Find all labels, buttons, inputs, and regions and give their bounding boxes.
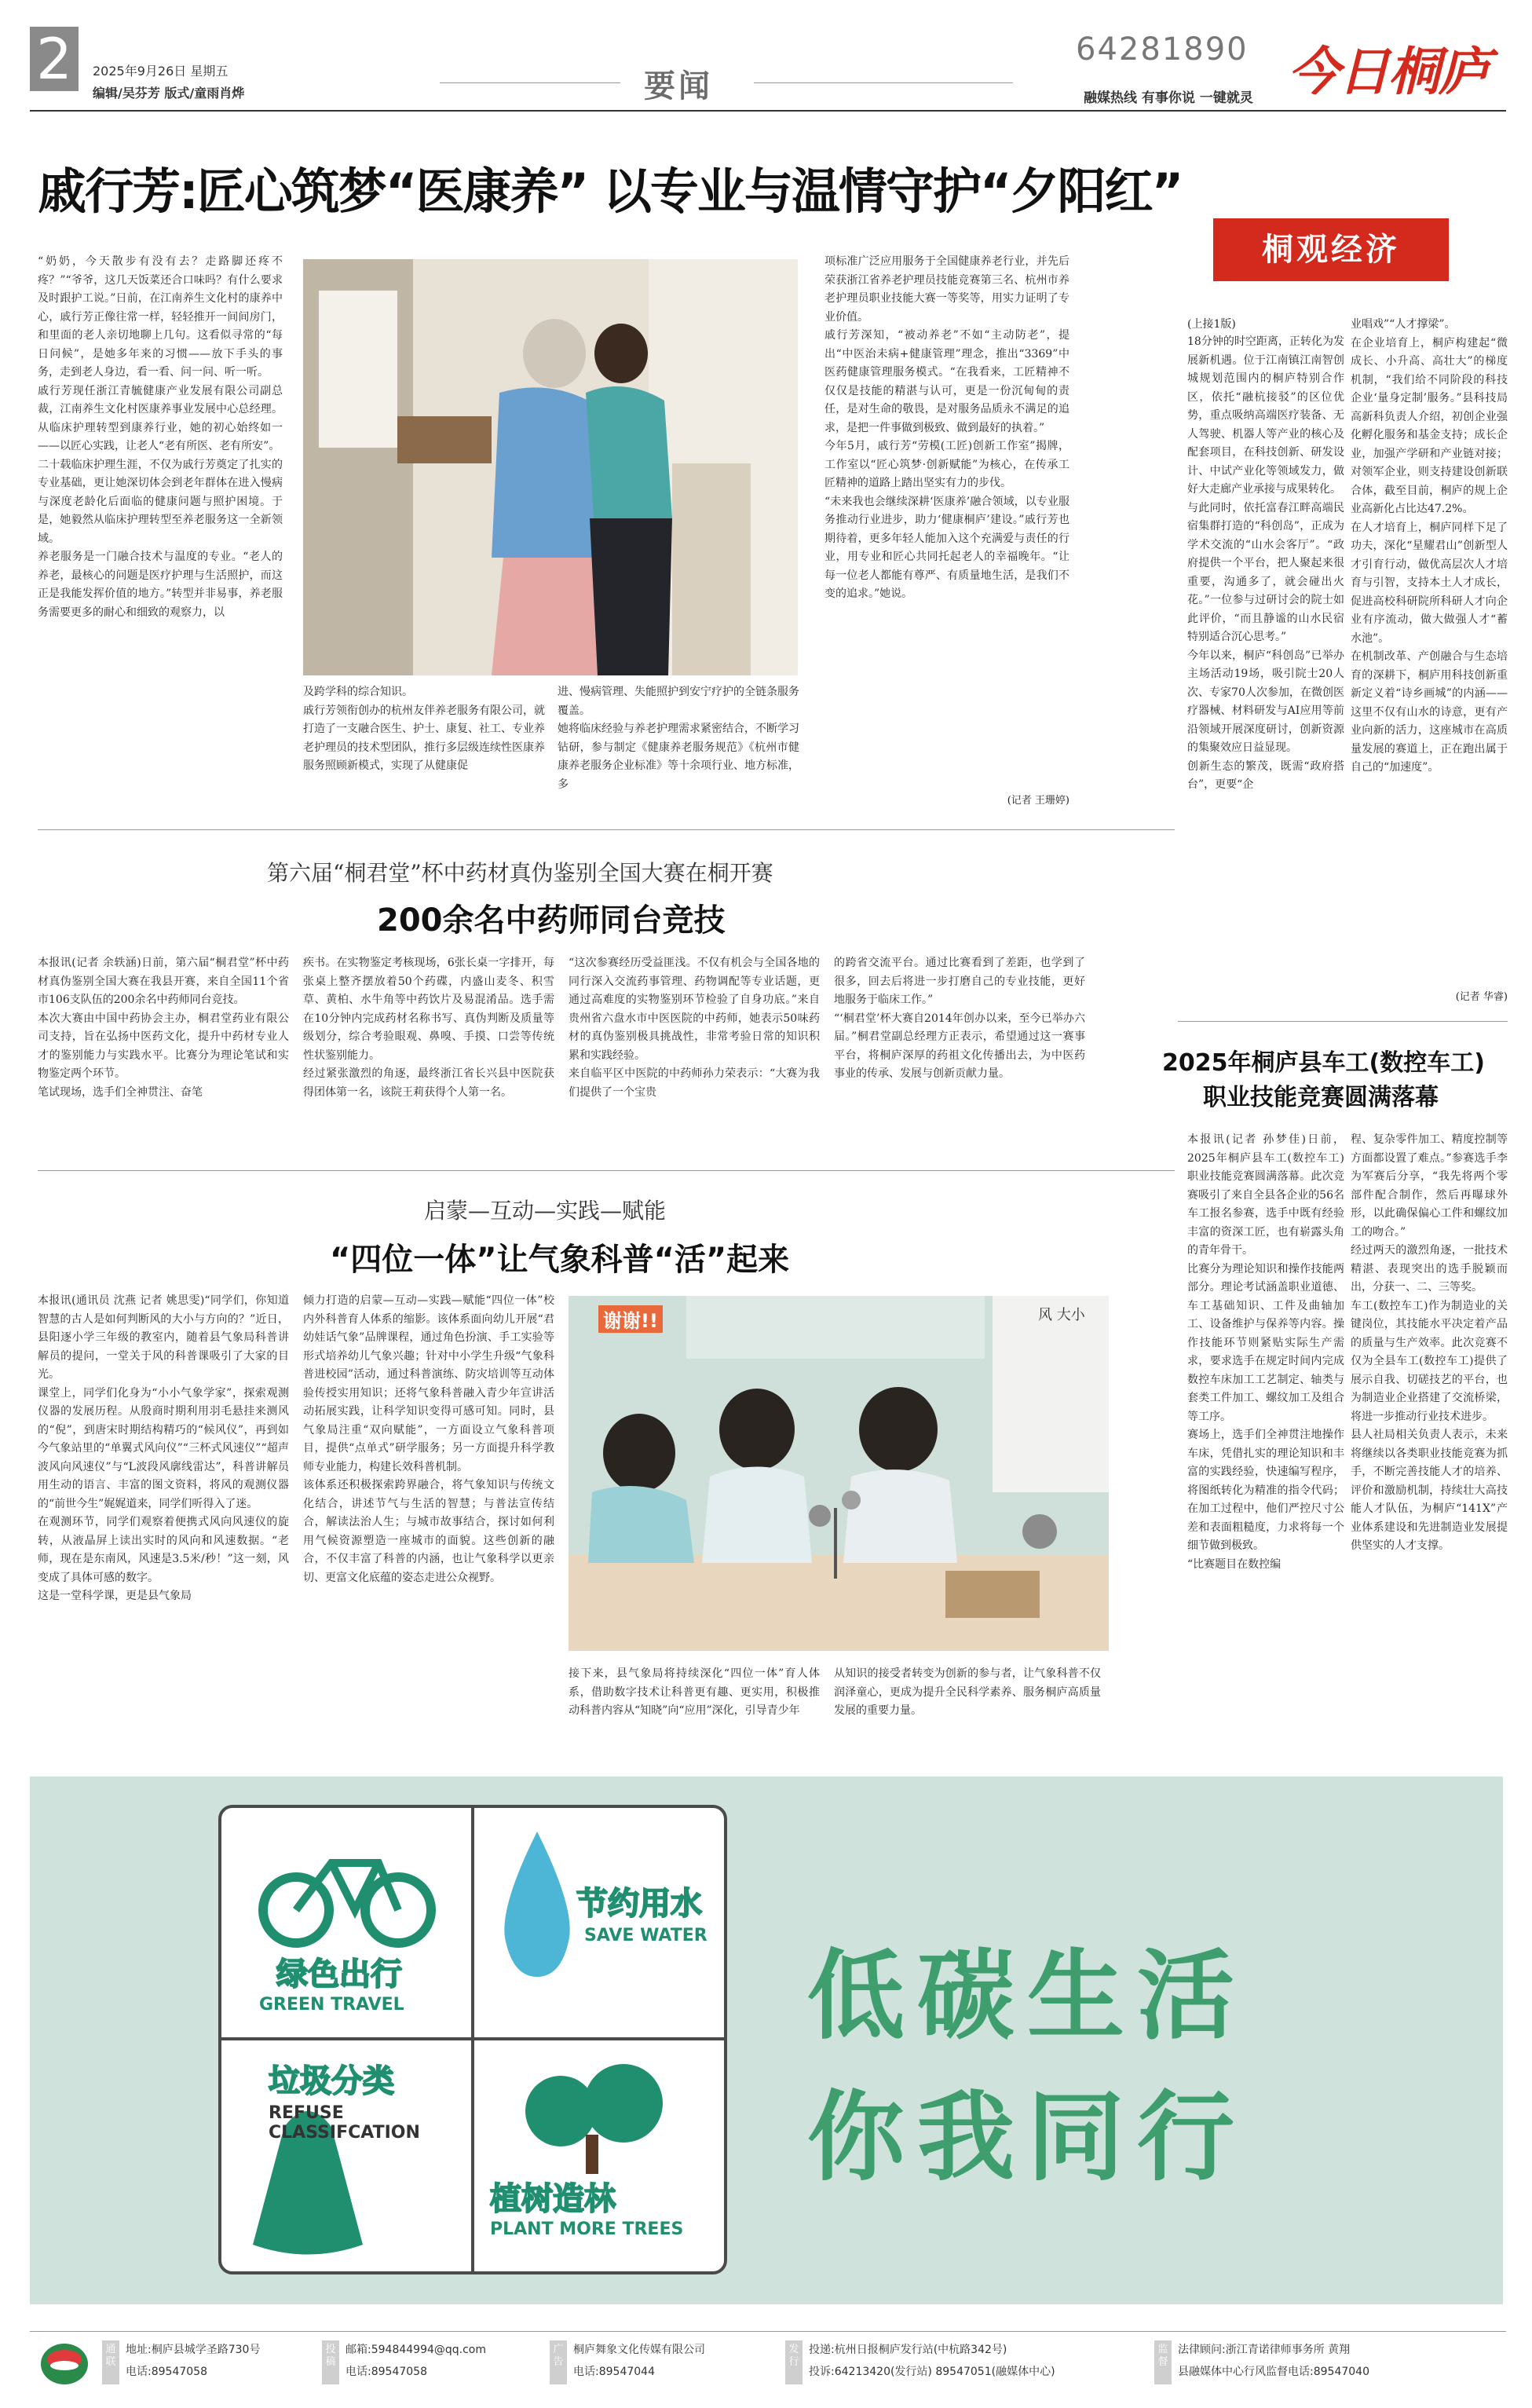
car-headline-2: 职业技能竞赛圆满落幕	[1203, 1084, 1439, 1111]
weather-col-2: 倾力打造的启蒙—互动—实践—赋能“四位一体”校内外科普育人体系的缩影。该体系面向幼儿开展“君幼娃话气象”品牌课程，通过角色扮演、手工实验等形式培养幼儿气象兴趣；针对中小学生升级“气象科普进校园”活动，通过科普演练、防灾培训等互动体验传授实用知识；还将气象科普融入青少年宣讲活动拓展实践，让科学知识变得可感可知。同时，县气象局注重“双向赋能”，一方面设立气象科普项目，提供“点单式”研学服务；另一方面提升科学教师专业能力，构建长效科普机制。 该体系还积极探索跨界融合，将气象知识与传统文化结合，讲述节气与生活的智慧；与普法宣传结合，解读法治人生；与城市故事结合，探讨如何利用气候资源塑造一座城市的面貌。这些创新的融合，不仅丰富了科普的内涵，也让气象科学以更亲切、更富文化底蕴的姿态走进公众视野。	[303, 1294, 554, 1584]
footer-dist-2: 投诉:64213420(发行站) 89547051(融媒体中心)	[809, 2366, 1055, 2378]
ad-cell-en: GREEN TRAVEL	[259, 1995, 404, 2015]
ad-cell-refuse	[221, 2040, 471, 2271]
footer-dist-1: 投递:杭州日报桐庐发行站(中杭路342号)	[809, 2344, 1007, 2356]
low-carbon-ad	[30, 1777, 1503, 2304]
lead-separator	[38, 829, 1175, 830]
footer-label-legal: 监督	[1154, 2340, 1172, 2384]
right-col-a: 18分钟的时空距离，正转化为发展新机遇。位于江南镇江南智创城规划范围内的桐庐特别合作区，依托“融杭接驳”的区位优势，重点吸纳高端医疗装备、无人驾驶、机器人等产业的核心及配套项目，在科技创新、研发设计、中试产业化等领域发力，做好大走廊产业承接与成果转化。 与此同时，依托富春江畔高端民宿集群打造的“科创岛”，正成为学术交流的“山水会客厅”。“政府提供一个平台，把人聚起来很重要，沟通多了，就会碰出火花。”一位参与过研讨会的院士如此评价，“而且静谧的山水民宿特别适合沉心思考。” 今年以来，桐庐“科创岛”已举办主场活动19场，吸引院士20人次、专家70人次参加，在微创医疗器械、材料研发与AI应用等前沿领域开展深度研讨，创新资源的集聚效应日益显现。 创新生态的繁茂，既需“政府搭台”，更要“企	[1187, 335, 1344, 791]
lead-col-1: “奶奶，今天散步有没有去？走路脚还疼不疼？”“爷爷，这几天饭菜还合口味吗？有什么要求及时跟护工说。”日前，在江南养生文化村的康养中心，戚行芳正像往常一样，轻轻推开一间间房门，和里面的老人亲切地聊上几句。这看似寻常的“每日问候”，是她多年来的习惯——放下手头的事务，走到老人身边，看一看、问一问、听一听。 戚行芳现任浙江青毓健康产业发展有限公司副总裁，江南养生文化村医康养事业发展中心总经理。从临床护理转型到康养行业，她的初心始终如一——以匠心实践，让老人“老有所医、老有所安”。 二十载临床护理生涯，不仅为戚行芳奠定了扎实的专业基础，更让她深切体会到老年群体在进入慢病与深度老龄化后面临的健康问题与照护困境。于是，她毅然从临床护理转型至养老服务这一全新领域。 养老服务是一门融合技术与温度的专业。“老人的养老，最核心的问题是医疗护理与生活照护，而这正是我能发挥价值的地方。”转型并非易事，养老服务需要更多的耐心和细致的观察力，以	[38, 255, 283, 619]
ad-cell-en: REFUSE CLASSIFCATION	[269, 2103, 420, 2143]
right-col-b: 业唱戏”“人才撑梁”。 在企业培育上，桐庐构建起“微成长、小升高、高壮大”的梯度机制，“我们给不同阶段的科技企业‘量身定制’服务。”县科技局高新科负责人介绍，初创企业强化孵化服务和基金支持；成长企业，加强产学研和产业链对接；对领军企业，则支持建设创新联合体，截至目前，桐庐的规上企业高新化占比达47.2%。 在人才培育上，桐庐同样下足了功夫，深化“星耀君山”创新型人才引育行动，做优高层次人才培育与引智，支持本土人才成长，促进高校科研院所科研人才向企业有序流动，做大做强人才“蓄水池”。 在机制改革、产创融合与生态培育的深耕下，桐庐用科技创新重新定义着“诗乡画城”的内涵——这里不仅有山水的诗意，更有产业向新的活力，这座城市在高质量发展的赛道上，正在跑出属于自己的“加速度”。	[1351, 318, 1508, 774]
lead-col-2b: 进、慢病管理、失能照护到安宁疗护的全链条服务覆盖。 她将临床经验与养老护理需求紧密结合，不断学习钻研，参与制定《健康养老服务规范》《杭州市健康养老服务企业标准》等十余项行业、地方标准，多	[558, 686, 799, 791]
ad-grid	[218, 1805, 727, 2274]
lead-photo	[303, 259, 798, 675]
tcm-col-4: 的跨省交流平台。通过比赛看到了差距，也学到了很多，回去后将进一步打磨自己的专业技能，更好地服务于临床工作。” “‘桐君堂’杯大赛自2014年创办以来，至今已举办六届。”桐君堂副总经理方正表示，希望通过这一赛事平台，将桐庐深厚的药祖文化传播出去，为中医药事业的传承、发展与创新贡献力量。	[834, 957, 1085, 1080]
ad-cell-cn: 垃圾分类	[269, 2063, 394, 2099]
ad-slogan-2: 你我同行	[807, 2081, 1248, 2194]
ad-cell-save-water	[474, 1808, 724, 2037]
ad-cell-plant-trees	[474, 2040, 724, 2271]
weather-col-1: 本报讯(通讯员 沈燕 记者 姚思雯)“同学们，你知道智慧的古人是如何判断风的大小与方向的？”近日，县阳逐小学三年级的教室内，随着县气象局科普讲解员的提问，一堂关于风的科普课吸引了大家的目光。 课堂上，同学们化身为“小小气象学家”，探索观测仪器的发展历程。从殷商时期利用羽毛悬挂来测风的“倪”，到唐宋时期结构精巧的“候风仪”，再到如今气象站里的“单翼式风向仪”“三杯式风速仪”“超声波风向风速仪”与“L波段风廓线雷达”，科普讲解员用生动的语言、丰富的图文资料，将风的观测仪器的“前世今生”娓娓道来，同学们听得入了迷。 在观测环节，同学们观察着便携式风向风速仪的旋转，从液晶屏上读出实时的风向和风速数据。“老师，现在是东南风，风速是3.5米/秒！”这一刻，风变成了具体可感的数字。 这是一堂科学课，更是县气象局	[38, 1294, 289, 1602]
masthead-rule-right	[754, 82, 1013, 83]
footer-email-tel: 电话:89547058	[346, 2366, 427, 2378]
tcm-col-2: 疾书。在实物鉴定考核现场，6张长桌一字排开，每张桌上整齐摆放着50个药碟，内盛山麦冬、积雪草、黄柏、水牛角等中药饮片及易混淆品。选手需在10分钟内完成药材名称书写、真伪判断及质量等级划分，综合考验眼观、鼻嗅、手摸、口尝等传统性状鉴别能力。 经过紧张激烈的角逐，最终浙江省长兴县中医院获得团体第一名，该院王莉获得个人第一名。	[303, 957, 554, 1099]
media-logo-icon	[39, 2342, 90, 2386]
editors-line: 编辑/吴芬芳 版式/童雨肖烨	[93, 86, 245, 101]
car-col-2: 程、复杂零件加工、精度控制等方面都设置了难点。”参赛选手李为军赛后分享，“我先将两个零部件配合制作，然后再曝球外形，以此确保偏心工件和螺纹加工的吻合。” 经过两天的激烈角逐，一批技术精湛、表现突出的选手脱颖而出，分获一、二、三等奖。 车工(数控车工)作为制造业的关键岗位，其技能水平决定着产品的质量与生产效率。此次竞赛不仅为全县车工(数控车工)提供了展示自我、切磋技艺的平台，也为制造业企业搭建了交流桥梁，将进一步推动行业技术进步。 县人社局相关负责人表示，未来将继续以各类职业技能竞赛为抓手，不断完善技能人才的培养、评价和激励机制，持续壮大高技能人才队伍，为桐庐“141X”产业体系建设和先进制造业发展提供坚实的人才支撑。	[1351, 1133, 1508, 1552]
issue-date: 2025年9月26日 星期五	[93, 64, 229, 79]
footer-rule	[30, 2331, 1506, 2332]
footer-ad-company: 桐庐舞象文化传媒有限公司	[573, 2344, 705, 2356]
footer-tel: 电话:89547058	[126, 2366, 207, 2378]
ad-cell-cn: 植树造林	[490, 2181, 616, 2217]
tcm-col-3: “这次参赛经历受益匪浅。不仅有机会与全国各地的同行深入交流药事管理、药物调配等专业话题，更通过高难度的实物鉴别环节检验了自身功底。”来自贵州省六盘水市中医医院的中药师，她表示50味药材的真伪鉴别极具挑战性，非常考验日常的知识积累和实践经验。 来自临平区中医院的中药师孙力荣表示：“大赛为我们提供了一个宝贵	[569, 957, 820, 1099]
lead-col-2a: 及跨学科的综合知识。 戚行芳领衔创办的杭州友伴养老服务有限公司，就打造了一支融合医生、护士、康复、社工、专业养老护理员的技术型团队，推行多层级连续性医康养服务照顾新模式，实现了从健康促	[303, 686, 545, 772]
weather-photo	[569, 1296, 1109, 1651]
car-col-1: 本报讯(记者 孙梦佳)日前，2025年桐庐县车工(数控车工)职业技能竞赛圆满落幕。此次竞赛吸引了来自全县各企业的56名车工报名参赛，选手中既有经验丰富的资深工匠，也有崭露头角的青年骨干。 比赛分为理论知识和操作技能两部分。理论考试涵盖职业道德、车工基础知识、工件及曲轴加工、设备维护与保养等内容。操作技能环节则紧贴实际生产需求，要求选手在规定时间内完成数控车床加工工艺制定、轴类与套类工件加工、螺纹加工及组合等工序。 赛场上，选手们全神贯注地操作车床，凭借扎实的理论知识和丰富的实践经验，快速编写程序，将图纸转化为精准的指令代码；在加工过程中，他们严控尺寸公差和表面粗糙度，力求将每一个细节做到极致。 “比赛题目在数控编	[1187, 1133, 1344, 1571]
weather-kicker: 启蒙—互动—实践—赋能	[424, 1198, 667, 1224]
car-headline-1: 2025年桐庐县车工(数控车工)	[1162, 1049, 1485, 1077]
hotline-slogan: 融媒热线 有事你说 一键就灵	[1084, 90, 1253, 106]
photo-banner-text: 谢谢!!	[598, 1305, 663, 1333]
footer-label-dist: 发行	[785, 2340, 803, 2384]
tcm-col-1: 本报讯(记者 余轶涵)日前，第六届“桐君堂”杯中药材真伪鉴别全国大赛在我县开赛，来自全国11个省市106支队伍的200余名中药师同台竞技。 本次大赛由中国中药协会主办，桐君堂药业有限公司支持，旨在弘扬中医药文化，提升中药材专业人才的鉴别能力与实践水平。比赛分为理论笔试和实物鉴定两个环节。 笔试现场，选手们全神贯注、奋笔	[38, 957, 289, 1099]
photo-board-text: 风 大小	[1038, 1307, 1085, 1323]
tcm-kicker: 第六届“桐君堂”杯中药材真伪鉴别全国大赛在桐开赛	[267, 860, 773, 886]
ad-cell-cn: 绿色出行	[276, 1956, 402, 1993]
footer-label-contrib: 投稿	[322, 2340, 339, 2384]
page-number: 2	[30, 27, 79, 91]
hotline-number: 64281890	[1076, 31, 1249, 68]
water-drop-icon	[490, 1824, 584, 1981]
right-separator	[1178, 1021, 1508, 1022]
right-byline: (记者 华睿)	[1455, 991, 1508, 1003]
footer-email: 邮箱:594844994@qq.com	[346, 2344, 487, 2356]
paper-logo: 今日桐庐	[1288, 41, 1489, 102]
footer-label-contact: 通联	[102, 2340, 119, 2384]
ad-cell-en: SAVE WATER	[584, 1926, 707, 1945]
weather-headline: “四位一体”让气象科普“活”起来	[330, 1242, 790, 1278]
footer-legal-1: 法律顾问:浙江青诺律师事务所 黄翔	[1178, 2344, 1351, 2356]
weather-col-4: 从知识的接受者转变为创新的参与者，让气象科普不仅润泽童心，更成为提升全民科学素养、服务桐庐高质量发展的重要力量。	[834, 1667, 1101, 1717]
masthead-rule-left	[440, 82, 620, 83]
tcm-headline: 200余名中药师同台竞技	[377, 902, 726, 939]
ad-slogan-1: 低碳生活	[807, 1940, 1248, 2053]
bicycle-icon	[253, 1832, 441, 1949]
tree-icon	[498, 2056, 694, 2174]
footer-address: 地址:桐庐县城学圣路730号	[126, 2344, 261, 2356]
footer-ad-tel: 电话:89547044	[573, 2366, 655, 2378]
ad-cell-en: PLANT MORE TREES	[490, 2220, 684, 2239]
masthead-bottom-rule	[30, 110, 1506, 112]
lead-headline: 戚行芳:匠心筑梦“医康养” 以专业与温情守护“夕阳红”	[38, 163, 1183, 220]
lead-byline: (记者 王珊婷)	[1007, 795, 1069, 807]
section-name: 要闻	[644, 68, 713, 104]
footer-legal-2: 县融媒体中心行风监督电话:89547040	[1178, 2366, 1369, 2378]
footer-label-ad: 广告	[550, 2340, 567, 2384]
section-badge: 桐观经济	[1213, 218, 1449, 281]
tcm-separator	[38, 1170, 1175, 1171]
ad-cell-cn: 节约用水	[576, 1886, 702, 1922]
ad-cell-green-travel	[221, 1808, 471, 2037]
continued-label: (上接1版)	[1187, 318, 1236, 331]
lead-col-3: 项标准广泛应用服务于全国健康养老行业，并先后荣获浙江省养老护理员技能竞赛第三名、杭州市养老护理员职业技能大赛一等奖等，用实力证明了专业价值。 戚行芳深知，“被动养老”不如“主动防老”，提出“中医治未病+健康管理”理念，推出“3369”中医药健康管理服务模式。“在我看来，工匠精神不仅仅是技能的精湛与认可，更是一份沉甸甸的责任，是对生命的敬畏，是对服务品质永不满足的追求，是把一件事做到极致、做到最好的执着。” 今年5月，戚行芳“劳模(工匠)创新工作室”揭牌，工作室以“匠心筑梦·创新赋能”为核心，在传承工匠精神的道路上踏出坚实有力的步伐。 “未来我也会继续深耕‘医康养’融合领域，以专业服务推动行业进步，助力‘健康桐庐’建设。”戚行芳也期待着，更多年轻人能加入这个充满爱与责任的行业，用专业和匠心共同托起老人的幸福晚年。“让每一位老人都能有尊严、有质量地生活，是我们不变的追求。”她说。	[825, 255, 1069, 600]
weather-col-3: 接下来，县气象局将持续深化“四位一体”育人体系，借助数字技术让科普更有趣、更实用，积极推动科普内容从“知晓”向“应用”深化，引导青少年	[569, 1667, 820, 1717]
